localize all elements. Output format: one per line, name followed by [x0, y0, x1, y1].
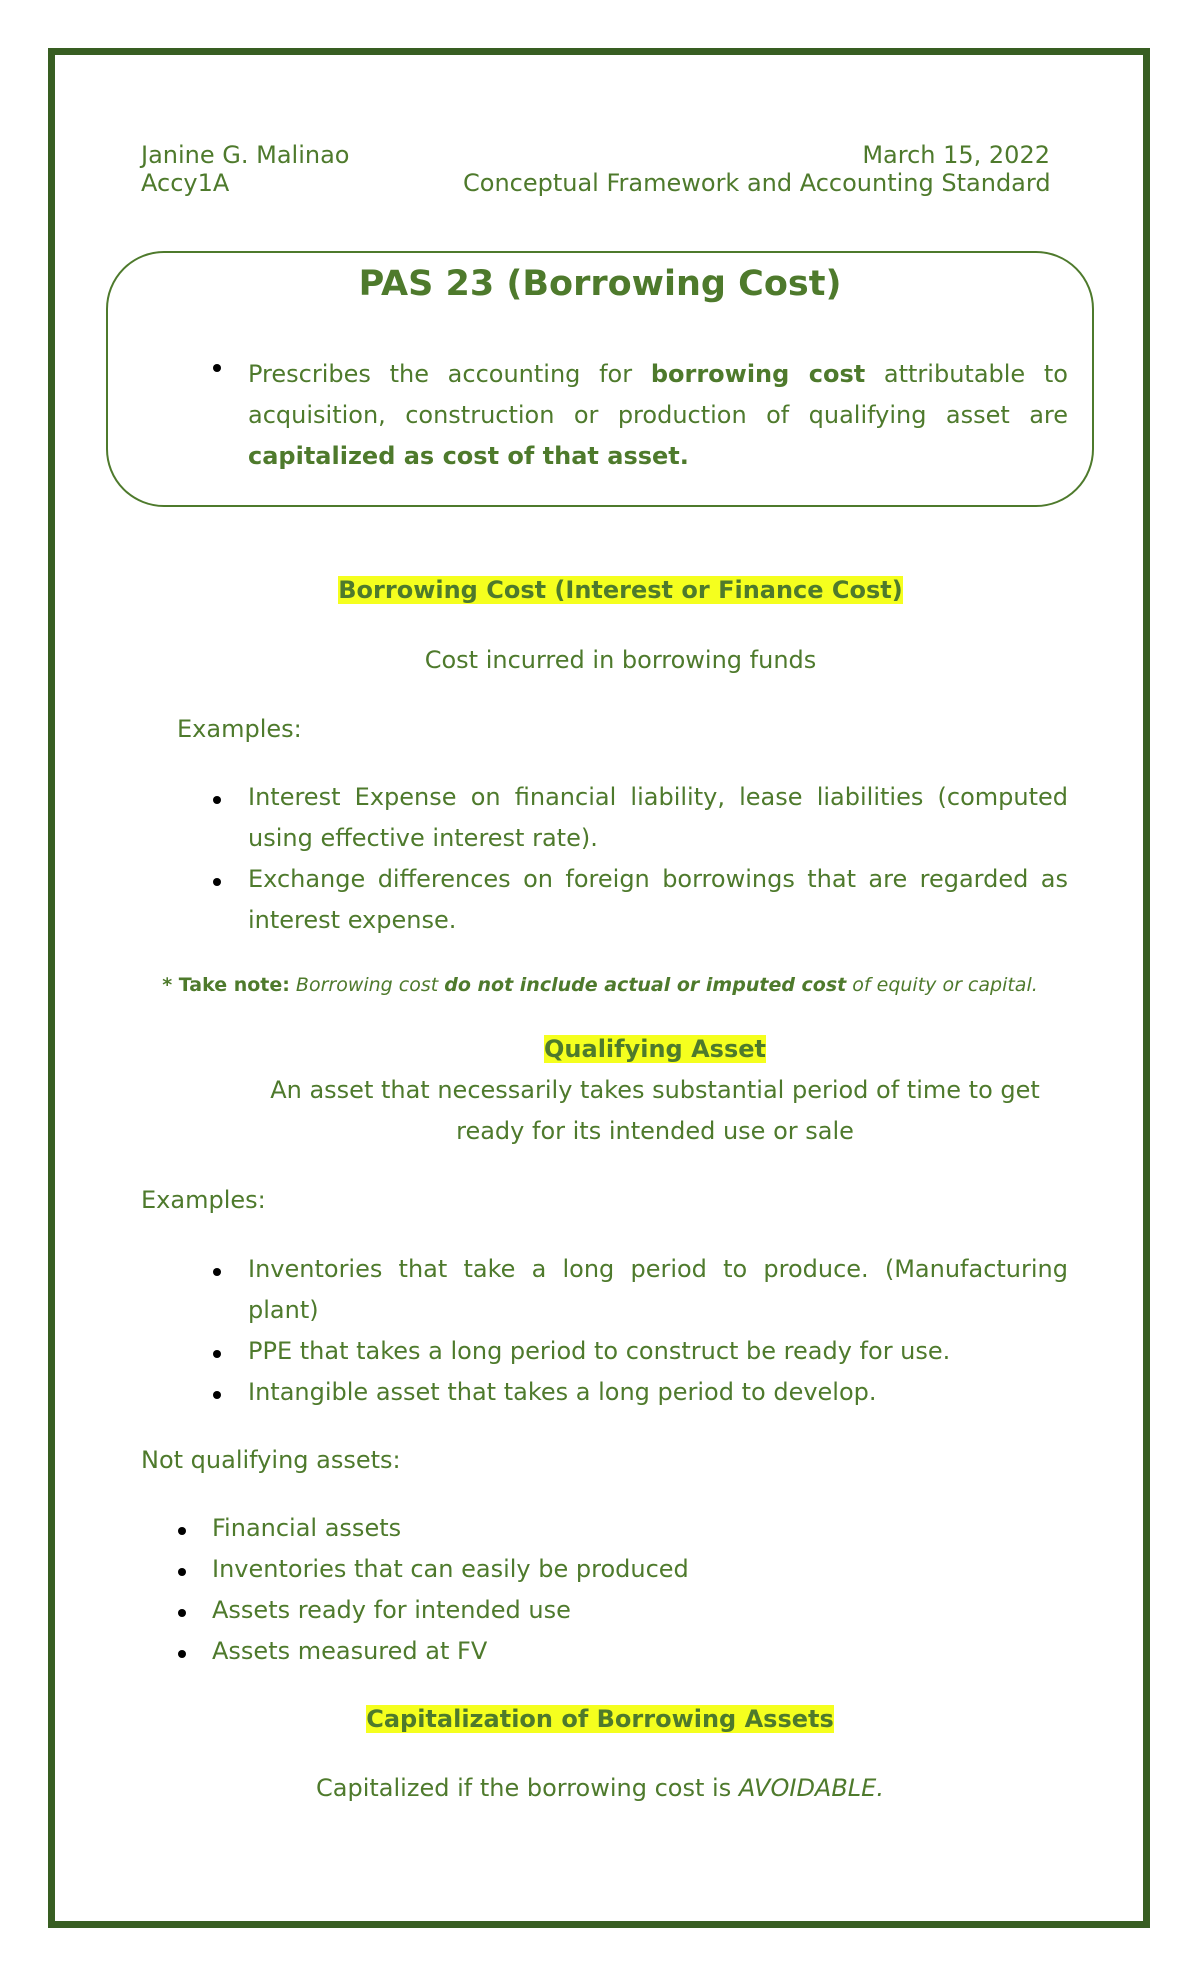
capitalization-text: Capitalized if the borrowing cost is AVOIDABLE. [316, 1774, 884, 1802]
borrowing-heading: Borrowing Cost (Interest or Finance Cost) [338, 576, 903, 604]
bullet-dot [213, 1268, 221, 1276]
bullet-dot [178, 1650, 186, 1658]
bullet-dot [213, 878, 221, 886]
bullet-dot [178, 1568, 186, 1576]
borrowing-definition: Cost incurred in borrowing funds [424, 646, 817, 674]
qualifying-heading: Qualifying Asset [544, 1035, 766, 1063]
bullet-dot [178, 1527, 186, 1535]
box-bullet-text: Prescribes the accounting for borrowing cost attributable to acquisition, construction or production of qualifying asset are capitalized as cost of that asset. [248, 360, 1068, 470]
qualifying-definition-line2: ready for its intended use or sale [456, 1117, 854, 1145]
qualifying-definition-line1: An asset that necessarily takes substantial period of time to get [270, 1076, 1040, 1104]
capitalization-heading: Capitalization of Borrowing Assets [366, 1705, 834, 1733]
examples-label: Examples: [177, 715, 302, 743]
list-item: Assets measured at FV [212, 1637, 488, 1665]
bullet-dot [213, 1350, 221, 1358]
bullet-dot [213, 1391, 221, 1399]
page-title: PAS 23 (Borrowing Cost) [358, 264, 842, 304]
list-item: Inventories that take a long period to produce. (Manufacturing plant) [248, 1255, 1068, 1324]
list-item: Inventories that can easily be produced [212, 1555, 689, 1583]
examples-label: Examples: [141, 1186, 266, 1214]
list-item: Assets ready for intended use [212, 1596, 571, 1624]
author-name: Janine G. Malinao [141, 141, 350, 169]
bullet-dot [178, 1609, 186, 1617]
list-item: Financial assets [212, 1514, 402, 1542]
section: Accy1A [141, 169, 230, 197]
course-title: Conceptual Framework and Accounting Standard [463, 169, 1051, 197]
list-item: PPE that takes a long period to construct be ready for use. [248, 1337, 951, 1365]
list-item: Interest Expense on financial liability, lease liabilities (computed using effective interest rate). [248, 783, 1068, 852]
list-item: Intangible asset that takes a long period to develop. [248, 1378, 877, 1406]
list-item: Exchange differences on foreign borrowings that are regarded as interest expense. [248, 865, 1068, 934]
date: March 15, 2022 [862, 141, 1050, 169]
bullet-dot [213, 796, 221, 804]
bullet-dot [213, 364, 221, 372]
take-note: * Take note: Borrowing cost do not include actual or imputed cost of equity or capital. [162, 974, 1038, 996]
not-qualifying-label: Not qualifying assets: [141, 1446, 401, 1474]
